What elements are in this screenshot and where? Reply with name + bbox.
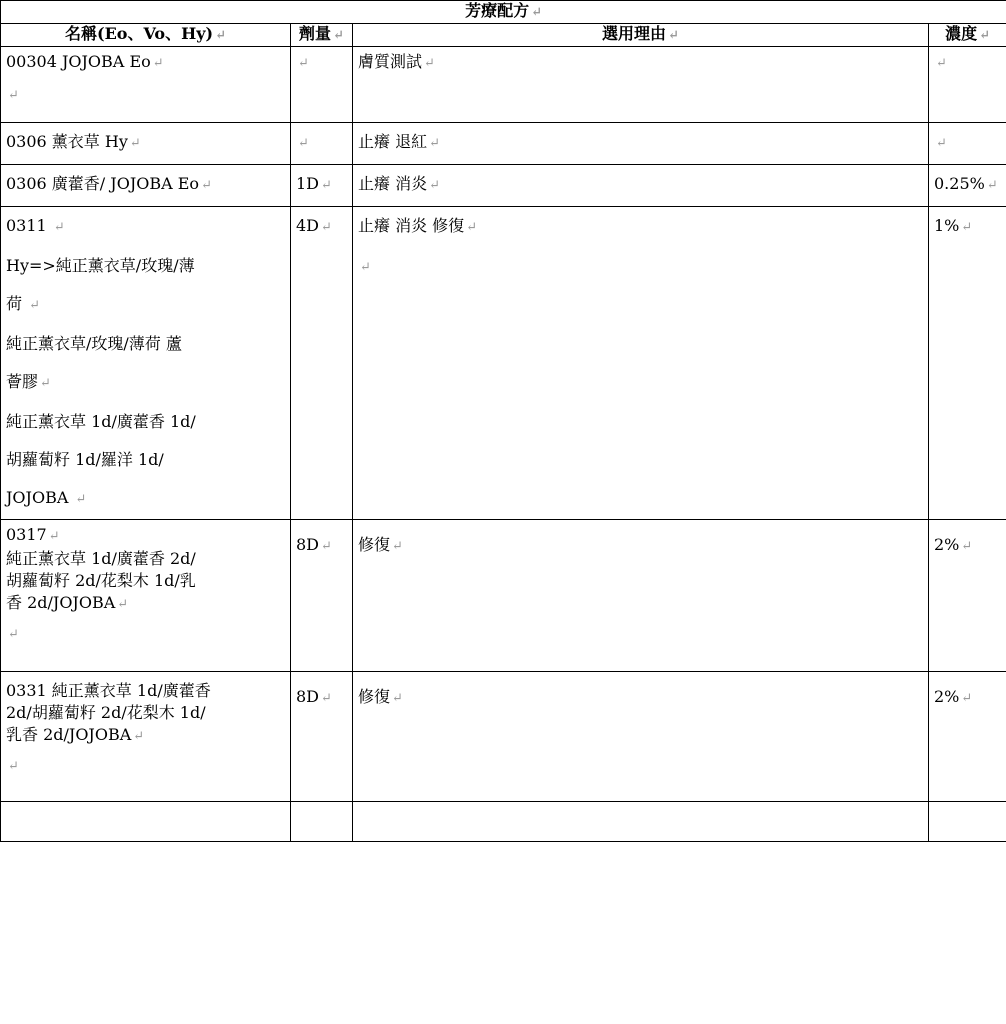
cell-reason: 修復 ↵ bbox=[353, 672, 929, 802]
table-row bbox=[1, 207, 1006, 520]
table-row bbox=[1, 47, 1006, 123]
paragraph-mark-icon: ↵ bbox=[53, 220, 65, 235]
table-row bbox=[1, 802, 1006, 842]
paragraph-mark-icon: ↵ bbox=[466, 220, 478, 235]
cell-concentration bbox=[929, 123, 1006, 165]
paragraph-mark-icon: ↵ bbox=[201, 178, 212, 193]
paragraph-mark-icon: ↵ bbox=[321, 178, 332, 193]
table-row bbox=[1, 165, 1006, 207]
paragraph-mark-icon: ↵ bbox=[8, 627, 19, 642]
cell-dose bbox=[291, 123, 353, 165]
cell-reason: 止癢 消炎 修復 ↵ ↵ bbox=[353, 207, 929, 520]
paragraph-mark-icon: ↵ bbox=[333, 28, 344, 43]
cell-reason: 膚質測試 ↵ bbox=[353, 47, 929, 123]
paragraph-mark-icon: ↵ bbox=[961, 539, 973, 554]
cell-name: 0306 廣藿香/ JOJOBA Eo ↵ bbox=[1, 165, 291, 207]
cell-concentration bbox=[929, 47, 1006, 123]
paragraph-mark-icon: ↵ bbox=[668, 28, 679, 43]
cell-concentration bbox=[929, 802, 1006, 842]
cell-name: 0331 純正薰衣草 1d/廣藿香 2d/胡蘿蔔籽 2d/花梨木 1d/ 乳香 2d/JOJOBA ↵ ↵ bbox=[1, 672, 291, 802]
paragraph-mark-icon: ↵ bbox=[29, 298, 40, 313]
cell-dose bbox=[291, 47, 353, 123]
paragraph-mark-icon: ↵ bbox=[936, 136, 947, 151]
paragraph-mark-icon: ↵ bbox=[8, 759, 19, 774]
paragraph-mark-icon: ↵ bbox=[321, 539, 332, 554]
header-concentration: 濃度 ↵ bbox=[929, 24, 1006, 47]
header-dose: 劑量 ↵ bbox=[291, 24, 353, 47]
header-name: 名稱(Eo、Vo、Hy) ↵ bbox=[1, 24, 291, 47]
cell-reason: 修復 ↵ bbox=[353, 520, 929, 672]
paragraph-mark-icon: ↵ bbox=[979, 28, 990, 43]
paragraph-mark-icon: ↵ bbox=[48, 529, 60, 544]
table-row bbox=[1, 520, 1006, 672]
paragraph-mark-icon: ↵ bbox=[117, 597, 129, 612]
table-row bbox=[1, 123, 1006, 165]
paragraph-mark-icon: ↵ bbox=[8, 88, 19, 103]
table-title: 芳療配方 ↵ bbox=[1, 1, 1006, 24]
paragraph-mark-icon: ↵ bbox=[424, 56, 435, 71]
paragraph-mark-icon: ↵ bbox=[961, 691, 973, 706]
paragraph-mark-icon: ↵ bbox=[936, 56, 947, 71]
cell-concentration: 1% ↵ bbox=[929, 207, 1006, 520]
paragraph-mark-icon: ↵ bbox=[298, 56, 309, 71]
cell-concentration: 0.25% ↵ bbox=[929, 165, 1006, 207]
cell-dose: 1D ↵ bbox=[291, 165, 353, 207]
paragraph-mark-icon: ↵ bbox=[40, 376, 51, 391]
cell-concentration: 2% ↵ bbox=[929, 520, 1006, 672]
paragraph-mark-icon: ↵ bbox=[298, 136, 309, 151]
paragraph-mark-icon: ↵ bbox=[429, 136, 440, 151]
cell-name: 00304 JOJOBA Eo ↵ ↵ bbox=[1, 47, 291, 123]
paragraph-mark-icon: ↵ bbox=[429, 178, 440, 193]
cell-dose: 8D ↵ bbox=[291, 520, 353, 672]
cell-name: 0317 ↵ 純正薰衣草 1d/廣藿香 2d/ 胡蘿蔔籽 2d/花梨木 1d/乳 香 2d/JOJOBA ↵ ↵ bbox=[1, 520, 291, 672]
paragraph-mark-icon: ↵ bbox=[321, 691, 332, 706]
cell-dose: 8D ↵ bbox=[291, 672, 353, 802]
cell-concentration: 2% ↵ bbox=[929, 672, 1006, 802]
cell-name: 0311 ↵ Hy=>純正薰衣草/玫瑰/薄 荷 ↵ 純正薰衣草/玫瑰/薄荷 蘆 薈膠 ↵ 純正薰衣草 1d/廣藿香 1d/ 胡蘿蔔籽 1d/羅洋 1d/ JOJOBA ↵ bbox=[1, 207, 291, 520]
paragraph-mark-icon: ↵ bbox=[961, 220, 973, 235]
paragraph-mark-icon: ↵ bbox=[215, 28, 226, 43]
cell-reason: 止癢 消炎 ↵ bbox=[353, 165, 929, 207]
cell-reason bbox=[353, 802, 929, 842]
cell-dose bbox=[291, 802, 353, 842]
table-row bbox=[1, 672, 1006, 802]
paragraph-mark-icon: ↵ bbox=[360, 260, 371, 275]
cell-dose: 4D ↵ bbox=[291, 207, 353, 520]
paragraph-mark-icon: ↵ bbox=[129, 136, 141, 151]
paragraph-mark-icon: ↵ bbox=[986, 178, 998, 193]
paragraph-mark-icon: ↵ bbox=[392, 539, 403, 554]
paragraph-mark-icon: ↵ bbox=[321, 220, 332, 235]
paragraph-mark-icon: ↵ bbox=[392, 691, 403, 706]
cell-reason: 止癢 退紅 ↵ bbox=[353, 123, 929, 165]
paragraph-mark-icon: ↵ bbox=[152, 56, 164, 71]
cell-name: 0306 薰衣草 Hy ↵ bbox=[1, 123, 291, 165]
paragraph-mark-icon: ↵ bbox=[75, 492, 87, 507]
paragraph-mark-icon: ↵ bbox=[133, 729, 145, 744]
header-reason: 選用理由 ↵ bbox=[353, 24, 929, 47]
cell-name bbox=[1, 802, 291, 842]
paragraph-mark-icon: ↵ bbox=[531, 5, 542, 20]
